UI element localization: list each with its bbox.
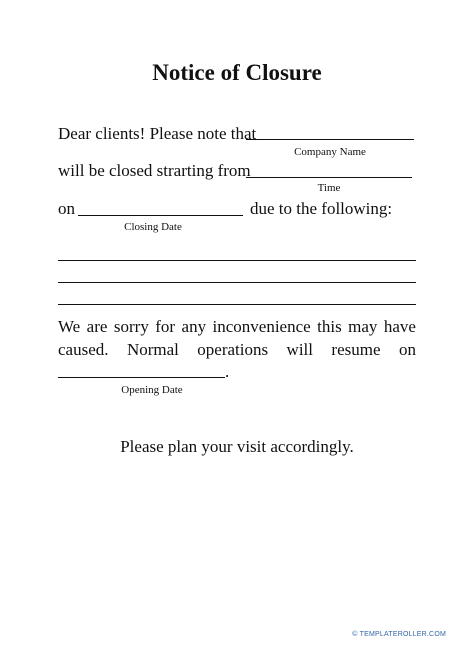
time-blank[interactable] <box>246 177 412 178</box>
word: any <box>181 317 207 336</box>
due-to-text: due to the following: <box>250 199 393 218</box>
page-title: Notice of Closure <box>152 60 322 85</box>
word: may <box>348 317 378 336</box>
closing-date-blank[interactable] <box>78 215 243 216</box>
word: on <box>398 340 416 359</box>
plan-visit-text: Please plan your visit accordingly. <box>120 437 354 456</box>
word: will <box>286 340 313 359</box>
on-text: on <box>58 199 75 218</box>
reason-line[interactable] <box>58 260 416 261</box>
apology-line-2 <box>58 340 416 360</box>
word: this <box>317 317 342 336</box>
reason-line[interactable] <box>58 282 416 283</box>
word: We <box>58 317 81 336</box>
period-text: . <box>225 362 230 381</box>
word: are <box>86 317 108 336</box>
company-name-caption: Company Name <box>294 146 366 158</box>
word: sorry <box>113 317 149 336</box>
closing-date-caption: Closing Date <box>124 221 182 233</box>
opening-date-caption: Opening Date <box>121 384 183 396</box>
word: Normal <box>126 340 179 359</box>
copyright-footer[interactable]: © TEMPLATEROLLER.COM <box>352 631 446 638</box>
apology-line-1 <box>58 317 416 337</box>
closed-starting-text: will be closed strarting from <box>58 161 251 180</box>
word: resume <box>331 340 381 359</box>
company-name-blank[interactable] <box>246 139 414 140</box>
word: for <box>155 317 176 336</box>
word: have <box>383 317 416 336</box>
greeting-text: Dear clients! Please note that <box>58 124 257 143</box>
time-caption: Time <box>317 182 341 194</box>
word: inconvenience <box>212 317 311 336</box>
word: operations <box>197 340 269 359</box>
opening-date-blank[interactable] <box>58 377 225 378</box>
reason-line[interactable] <box>58 304 416 305</box>
word: caused. <box>58 340 109 359</box>
